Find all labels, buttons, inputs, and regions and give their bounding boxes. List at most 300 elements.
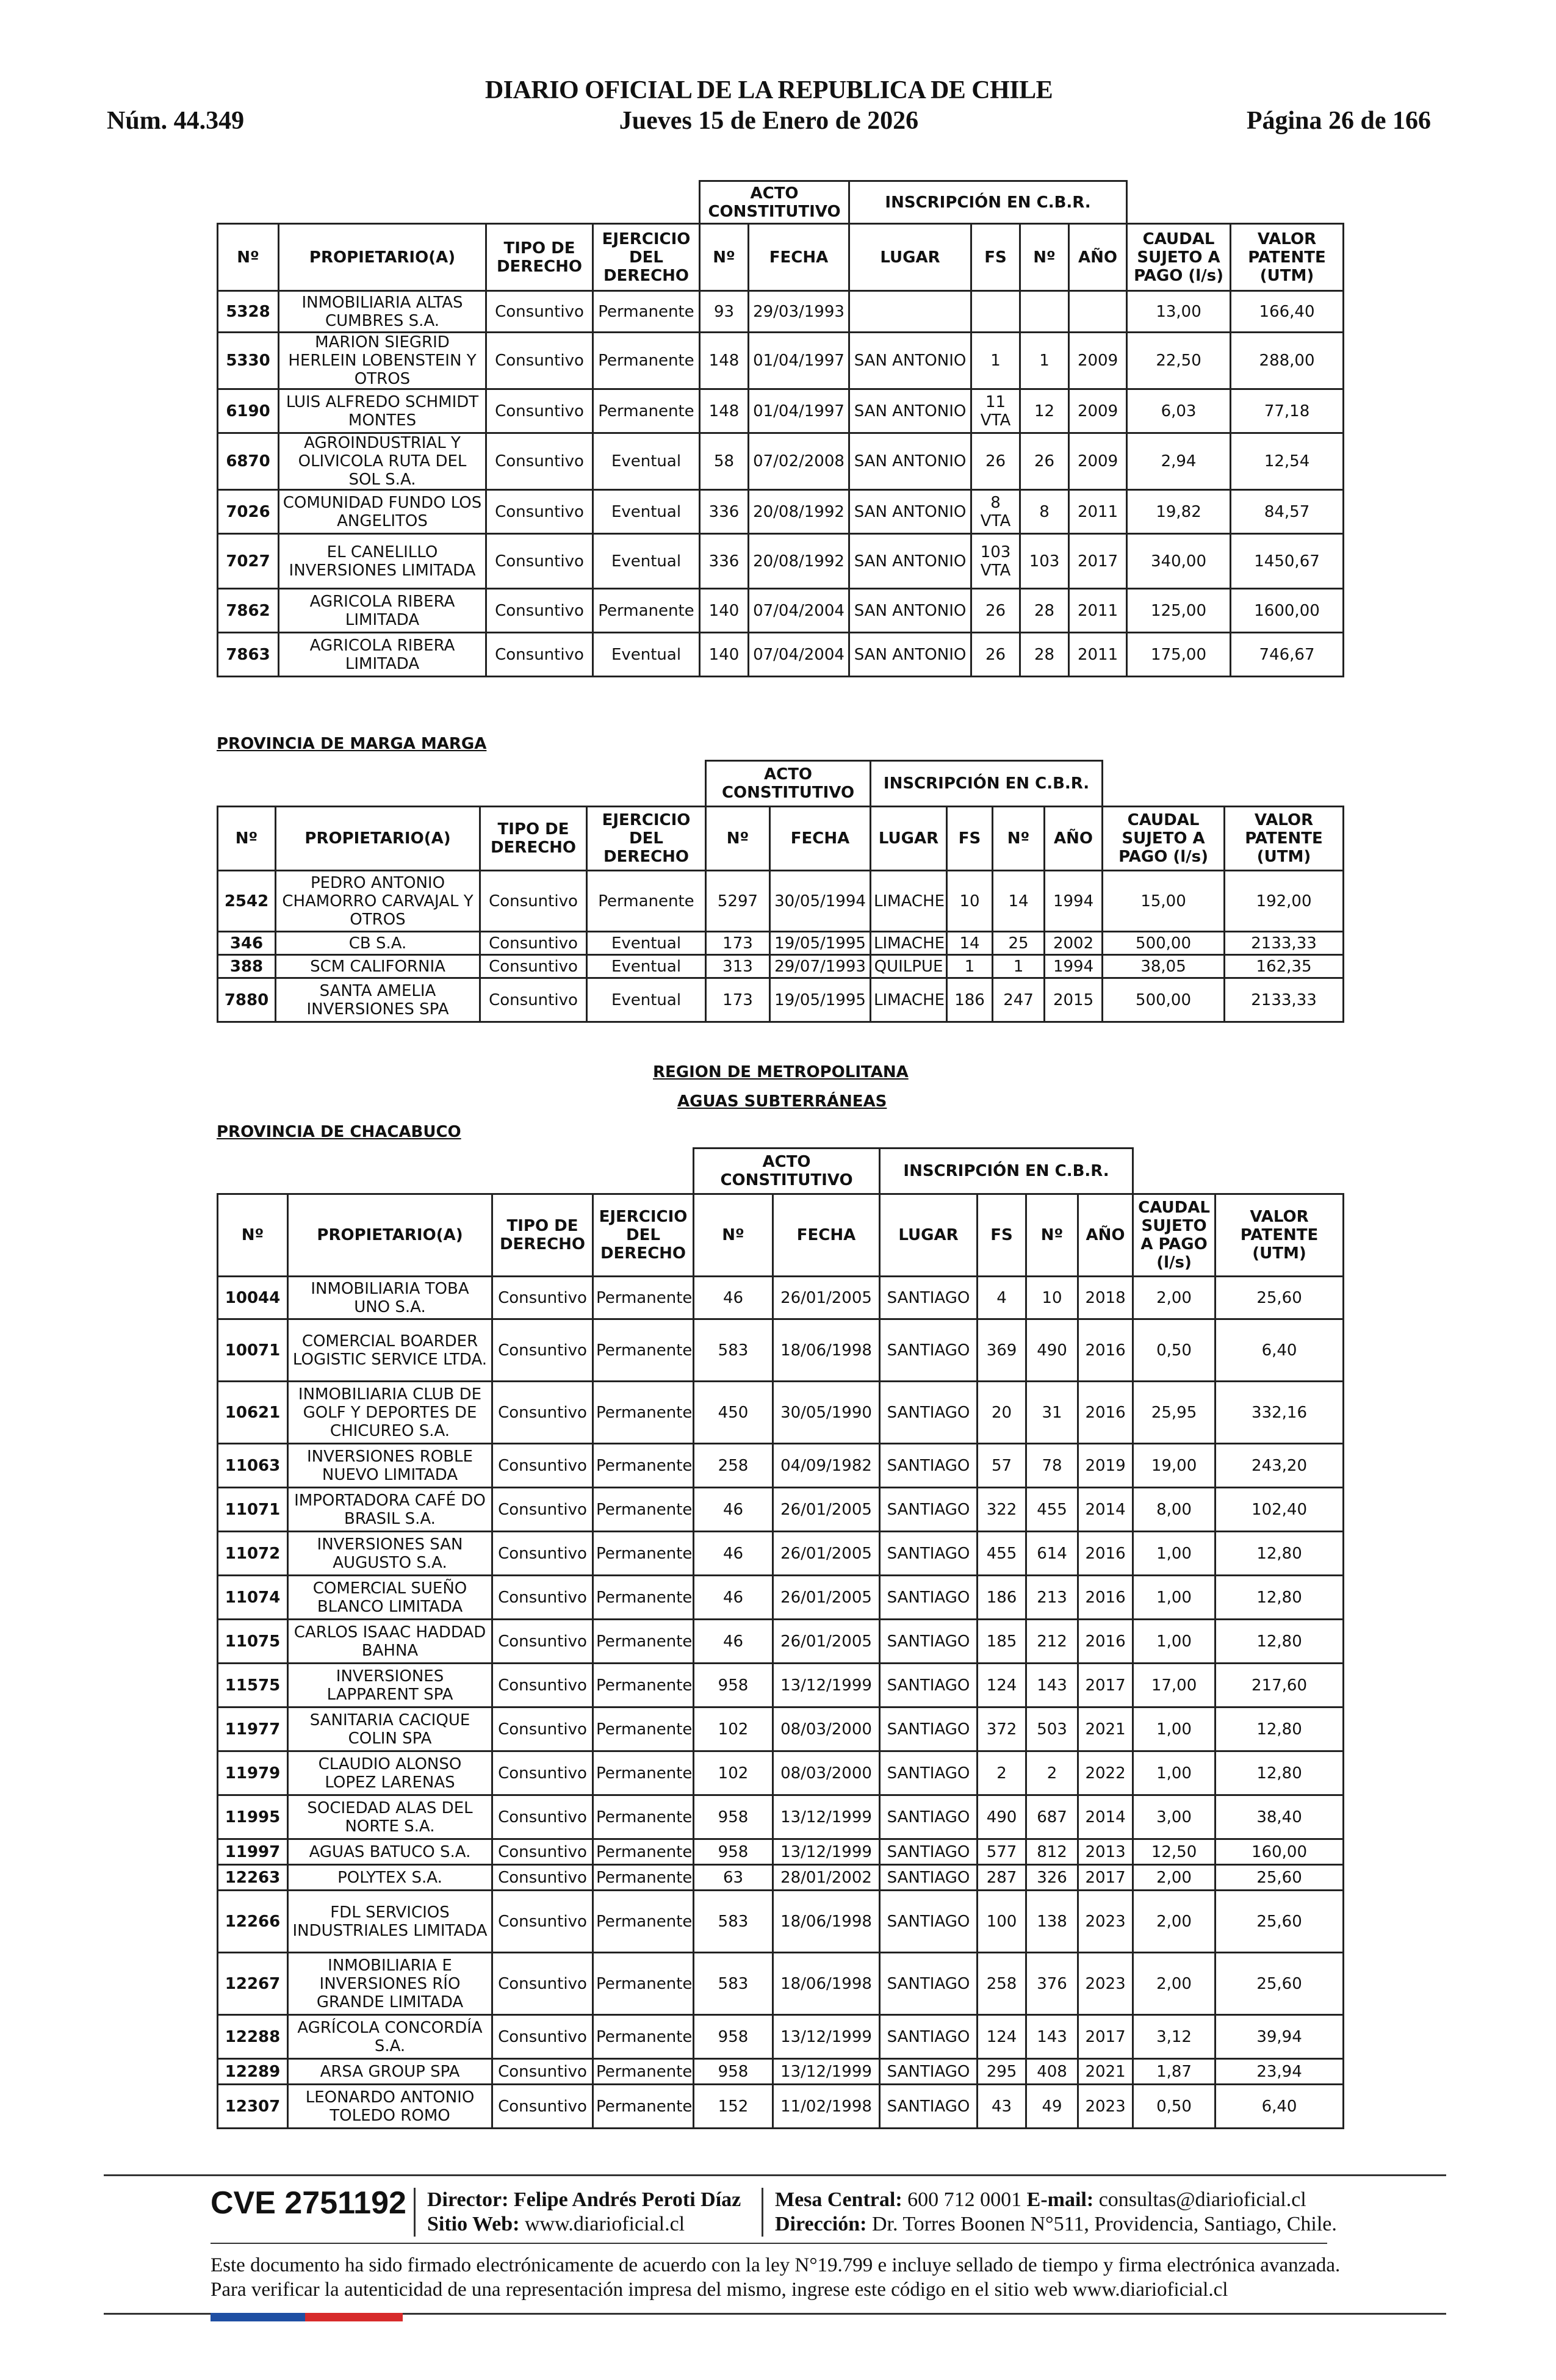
cell-inscripcion-numero: 503 — [1026, 1707, 1078, 1751]
cell-tipo-derecho: Consuntivo — [492, 1865, 593, 1891]
cell-lugar: SAN ANTONIO — [849, 333, 971, 389]
col-fecha: FECHA — [749, 224, 849, 291]
col-insc-n: Nº — [993, 807, 1045, 871]
cell-inscripcion-numero: 28 — [1020, 589, 1069, 633]
cell-caudal: 1,00 — [1133, 1707, 1216, 1751]
cell-fecha: 11/02/1998 — [773, 2085, 880, 2129]
cell-fs: 372 — [978, 1707, 1026, 1751]
cell-propietario: INVERSIONES LAPPARENT SPA — [288, 1664, 492, 1707]
cell-propietario: EL CANELILLO INVERSIONES LIMITADA — [279, 534, 486, 589]
cell-propietario: CLAUDIO ALONSO LOPEZ LARENAS — [288, 1751, 492, 1795]
cell-inscripcion-numero: 212 — [1026, 1620, 1078, 1664]
cell-numero: 11075 — [218, 1620, 288, 1664]
cell-inscripcion-numero: 49 — [1026, 2085, 1078, 2129]
cell-acto-numero: 313 — [706, 955, 770, 978]
cell-tipo-derecho: Consuntivo — [480, 871, 587, 932]
cell-acto-numero: 958 — [694, 1664, 773, 1707]
footer-rule-top — [104, 2174, 1446, 2176]
flag-stripe-red — [305, 2313, 403, 2321]
cell-lugar: SANTIAGO — [880, 1707, 978, 1751]
cell-fecha: 01/04/1997 — [749, 333, 849, 389]
cell-acto-numero: 583 — [694, 1891, 773, 1953]
cell-fs: 57 — [978, 1444, 1026, 1488]
cell-numero: 11072 — [218, 1532, 288, 1576]
cell-ejercicio: Permanente — [593, 333, 700, 389]
cell-propietario: SANITARIA CACIQUE COLIN SPA — [288, 1707, 492, 1751]
rights-table-2 — [217, 760, 1344, 1023]
cell-ejercicio: Eventual — [593, 490, 700, 534]
col-fecha: FECHA — [773, 1194, 880, 1277]
cell-propietario: SANTA AMELIA INVERSIONES SPA — [276, 978, 480, 1022]
cell-inscripcion-numero: 1 — [993, 955, 1045, 978]
table-row — [218, 1444, 1344, 1488]
cell-valor-patente: 12,80 — [1216, 1751, 1344, 1795]
cell-fecha: 29/07/1993 — [770, 955, 871, 978]
col-propietario: PROPIETARIO(A) — [276, 807, 480, 871]
cell-ejercicio: Permanente — [593, 1488, 694, 1532]
cell-tipo-derecho: Consuntivo — [486, 333, 593, 389]
cell-caudal: 12,50 — [1133, 1839, 1216, 1865]
cell-ejercicio: Permanente — [593, 1839, 694, 1865]
cell-fecha: 07/04/2004 — [749, 589, 849, 633]
cell-inscripcion-numero: 10 — [1026, 1277, 1078, 1319]
cell-numero: 11071 — [218, 1488, 288, 1532]
cell-tipo-derecho: Consuntivo — [492, 1319, 593, 1382]
cell-valor-patente: 12,80 — [1216, 1532, 1344, 1576]
cell-caudal: 2,00 — [1133, 1277, 1216, 1319]
cell-numero: 5330 — [218, 333, 279, 389]
cell-anio: 2018 — [1078, 1277, 1133, 1319]
cell-caudal: 13,00 — [1127, 291, 1231, 333]
cell-tipo-derecho: Consuntivo — [492, 1751, 593, 1795]
director-name: Felipe Andrés Peroti Díaz — [513, 2188, 741, 2211]
cell-valor-patente: 192,00 — [1225, 871, 1344, 932]
cell-fs: 124 — [978, 1664, 1026, 1707]
cell-tipo-derecho: Consuntivo — [480, 978, 587, 1022]
cell-caudal: 38,05 — [1103, 955, 1225, 978]
cell-ejercicio: Permanente — [593, 1953, 694, 2015]
cell-fs: 103 VTA — [971, 534, 1020, 589]
table-row — [218, 871, 1344, 932]
cell-fecha: 04/09/1982 — [773, 1444, 880, 1488]
cell-tipo-derecho: Consuntivo — [492, 2085, 593, 2129]
cell-numero: 7027 — [218, 534, 279, 589]
cell-valor-patente: 38,40 — [1216, 1795, 1344, 1839]
cell-acto-numero: 148 — [700, 333, 749, 389]
cell-acto-numero: 63 — [694, 1865, 773, 1891]
cell-lugar: LIMACHE — [871, 871, 947, 932]
cell-fs: 4 — [978, 1277, 1026, 1319]
col-lugar: LUGAR — [871, 807, 947, 871]
cell-lugar — [849, 291, 971, 333]
issue-number: Núm. 44.349 — [107, 107, 245, 135]
cell-caudal: 17,00 — [1133, 1664, 1216, 1707]
web-link[interactable]: www.diarioficial.cl — [524, 2213, 685, 2235]
cell-propietario: FDL SERVICIOS INDUSTRIALES LIMITADA — [288, 1891, 492, 1953]
cell-fs: 26 — [971, 433, 1020, 490]
cell-fs: 14 — [947, 932, 993, 955]
table-row — [218, 1953, 1344, 2015]
cell-inscripcion-numero: 247 — [993, 978, 1045, 1022]
table-row — [218, 2059, 1344, 2085]
cell-lugar: SAN ANTONIO — [849, 433, 971, 490]
cell-anio: 2023 — [1078, 1891, 1133, 1953]
cell-acto-numero: 93 — [700, 291, 749, 333]
cell-caudal: 15,00 — [1103, 871, 1225, 932]
cell-valor-patente: 12,80 — [1216, 1707, 1344, 1751]
col-acto-n: Nº — [700, 224, 749, 291]
cell-acto-numero: 140 — [700, 633, 749, 677]
table-row — [218, 1865, 1344, 1891]
cell-inscripcion-numero: 143 — [1026, 2015, 1078, 2059]
cell-fecha: 30/05/1994 — [770, 871, 871, 932]
cell-inscripcion-numero: 490 — [1026, 1319, 1078, 1382]
cell-numero: 12289 — [218, 2059, 288, 2085]
cell-tipo-derecho: Consuntivo — [492, 1891, 593, 1953]
cell-fecha: 26/01/2005 — [773, 1576, 880, 1620]
cell-lugar: SANTIAGO — [880, 2015, 978, 2059]
cell-numero: 10621 — [218, 1382, 288, 1444]
cell-propietario: LEONARDO ANTONIO TOLEDO ROMO — [288, 2085, 492, 2129]
cell-anio: 1994 — [1045, 871, 1103, 932]
col-acto-n: Nº — [706, 807, 770, 871]
cell-caudal: 1,00 — [1133, 1532, 1216, 1576]
cell-lugar: SANTIAGO — [880, 1444, 978, 1488]
cell-tipo-derecho: Consuntivo — [492, 1620, 593, 1664]
cell-acto-numero: 173 — [706, 978, 770, 1022]
cell-caudal: 8,00 — [1133, 1488, 1216, 1532]
cell-ejercicio: Permanente — [593, 2059, 694, 2085]
cell-lugar: SAN ANTONIO — [849, 490, 971, 534]
cell-propietario: SOCIEDAD ALAS DEL NORTE S.A. — [288, 1795, 492, 1839]
cell-lugar: SANTIAGO — [880, 1953, 978, 2015]
cell-ejercicio: Permanente — [593, 1664, 694, 1707]
cell-numero: 11063 — [218, 1444, 288, 1488]
cell-lugar: QUILPUE — [871, 955, 947, 978]
cell-acto-numero: 46 — [694, 1532, 773, 1576]
cell-numero: 7863 — [218, 633, 279, 677]
cell-anio: 2016 — [1078, 1319, 1133, 1382]
cell-fecha: 20/08/1992 — [749, 534, 849, 589]
cell-fecha: 26/01/2005 — [773, 1488, 880, 1532]
cell-fs: 322 — [978, 1488, 1026, 1532]
cell-lugar: SANTIAGO — [880, 1576, 978, 1620]
cell-propietario: COMERCIAL BOARDER LOGISTIC SERVICE LTDA. — [288, 1319, 492, 1382]
cell-tipo-derecho: Consuntivo — [486, 291, 593, 333]
email-link[interactable]: consultas@diarioficial.cl — [1098, 2188, 1306, 2211]
col-caudal: CAUDAL SUJETO A PAGO (l/s) — [1103, 807, 1225, 871]
cell-fs: 295 — [978, 2059, 1026, 2085]
cell-anio — [1069, 291, 1127, 333]
provincia-marga-marga: PROVINCIA DE MARGA MARGA — [217, 735, 487, 753]
cell-ejercicio: Permanente — [593, 1532, 694, 1576]
cell-fecha: 13/12/1999 — [773, 1839, 880, 1865]
cell-tipo-derecho: Consuntivo — [492, 1532, 593, 1576]
cell-ejercicio: Permanente — [593, 1707, 694, 1751]
cell-ejercicio: Permanente — [587, 871, 706, 932]
aguas-subterraneas: AGUAS SUBTERRÁNEAS — [677, 1092, 887, 1111]
footer-contact-block — [775, 2188, 1337, 2237]
cell-fecha: 13/12/1999 — [773, 1795, 880, 1839]
cell-acto-numero: 58 — [700, 433, 749, 490]
cell-ejercicio: Permanente — [593, 1319, 694, 1382]
cell-inscripcion-numero: 2 — [1026, 1751, 1078, 1795]
cell-acto-numero: 583 — [694, 1953, 773, 2015]
cell-valor-patente: 288,00 — [1231, 333, 1344, 389]
col-fs: FS — [978, 1194, 1026, 1277]
cell-ejercicio: Permanente — [593, 1865, 694, 1891]
cell-caudal: 2,00 — [1133, 1891, 1216, 1953]
cell-propietario: COMERCIAL SUEÑO BLANCO LIMITADA — [288, 1576, 492, 1620]
rights-table-1 — [217, 180, 1344, 677]
cell-tipo-derecho: Consuntivo — [480, 955, 587, 978]
cell-valor-patente: 102,40 — [1216, 1488, 1344, 1532]
cell-fs: 43 — [978, 2085, 1026, 2129]
col-fs: FS — [947, 807, 993, 871]
col-n: Nº — [218, 224, 279, 291]
cell-caudal: 340,00 — [1127, 534, 1231, 589]
cell-tipo-derecho: Consuntivo — [486, 534, 593, 589]
cell-acto-numero: 5297 — [706, 871, 770, 932]
col-anio: AÑO — [1069, 224, 1127, 291]
cell-fs — [971, 291, 1020, 333]
table-row — [218, 1664, 1344, 1707]
cell-anio: 2011 — [1069, 589, 1127, 633]
cell-fs: 11 VTA — [971, 389, 1020, 433]
cell-anio: 2013 — [1078, 1839, 1133, 1865]
col-caudal: CAUDAL SUJETO A PAGO (l/s) — [1133, 1194, 1216, 1277]
cell-inscripcion-numero: 8 — [1020, 490, 1069, 534]
cell-tipo-derecho: Consuntivo — [492, 1277, 593, 1319]
cell-anio: 2015 — [1045, 978, 1103, 1022]
cell-caudal: 6,03 — [1127, 389, 1231, 433]
cell-fs: 455 — [978, 1532, 1026, 1576]
cell-fs: 100 — [978, 1891, 1026, 1953]
col-fs: FS — [971, 224, 1020, 291]
cell-caudal: 1,87 — [1133, 2059, 1216, 2085]
cell-anio: 2002 — [1045, 932, 1103, 955]
cell-lugar: SANTIAGO — [880, 2085, 978, 2129]
table-row — [218, 1751, 1344, 1795]
table-row — [218, 1532, 1344, 1576]
page-header — [107, 73, 1431, 140]
cell-valor-patente: 25,60 — [1216, 1953, 1344, 2015]
inscripcion-header: INSCRIPCIÓN EN C.B.R. — [849, 181, 1127, 224]
cell-fecha: 13/12/1999 — [773, 1664, 880, 1707]
cell-ejercicio: Permanente — [593, 1576, 694, 1620]
cell-fs: 124 — [978, 2015, 1026, 2059]
cell-ejercicio: Eventual — [593, 633, 700, 677]
table-row — [218, 2085, 1344, 2129]
cell-caudal: 2,00 — [1133, 1953, 1216, 2015]
issue-date: Jueves 15 de Enero de 2026 — [619, 107, 919, 135]
cell-lugar: SAN ANTONIO — [849, 589, 971, 633]
cell-anio: 2014 — [1078, 1488, 1133, 1532]
cell-fs: 2 — [978, 1751, 1026, 1795]
cell-anio: 2014 — [1078, 1795, 1133, 1839]
inscripcion-header: INSCRIPCIÓN EN C.B.R. — [871, 761, 1103, 807]
cell-fecha: 26/01/2005 — [773, 1532, 880, 1576]
cell-inscripcion-numero — [1020, 291, 1069, 333]
cell-inscripcion-numero: 687 — [1026, 1795, 1078, 1839]
table-row — [218, 389, 1344, 433]
cell-anio: 2016 — [1078, 1576, 1133, 1620]
cell-inscripcion-numero: 12 — [1020, 389, 1069, 433]
cell-acto-numero: 258 — [694, 1444, 773, 1488]
cell-acto-numero: 102 — [694, 1707, 773, 1751]
col-anio: AÑO — [1045, 807, 1103, 871]
cell-numero: 346 — [218, 932, 276, 955]
cell-caudal: 19,82 — [1127, 490, 1231, 534]
cell-tipo-derecho: Consuntivo — [492, 2015, 593, 2059]
cell-ejercicio: Permanente — [593, 1795, 694, 1839]
cell-numero: 6870 — [218, 433, 279, 490]
cell-fs: 26 — [971, 633, 1020, 677]
cell-fs: 186 — [978, 1576, 1026, 1620]
cell-numero: 6190 — [218, 389, 279, 433]
cell-numero: 12263 — [218, 1865, 288, 1891]
cell-caudal: 500,00 — [1103, 978, 1225, 1022]
cell-tipo-derecho: Consuntivo — [486, 433, 593, 490]
cell-fs: 10 — [947, 871, 993, 932]
col-ejercicio: EJERCICIO DEL DERECHO — [587, 807, 706, 871]
table-row — [218, 633, 1344, 677]
cell-fecha: 30/05/1990 — [773, 1382, 880, 1444]
cell-valor-patente: 1600,00 — [1231, 589, 1344, 633]
cell-valor-patente: 25,60 — [1216, 1865, 1344, 1891]
cell-ejercicio: Permanente — [593, 1382, 694, 1444]
cell-valor-patente: 84,57 — [1231, 490, 1344, 534]
cell-caudal: 1,00 — [1133, 1576, 1216, 1620]
cell-propietario: AGUAS BATUCO S.A. — [288, 1839, 492, 1865]
table-row — [218, 1277, 1344, 1319]
cve-code: CVE 2751192 — [211, 2185, 406, 2221]
cell-acto-numero: 46 — [694, 1277, 773, 1319]
cell-numero: 7880 — [218, 978, 276, 1022]
cell-anio: 2023 — [1078, 1953, 1133, 2015]
cell-fecha: 29/03/1993 — [749, 291, 849, 333]
table-row — [218, 589, 1344, 633]
cell-numero: 11074 — [218, 1576, 288, 1620]
cell-ejercicio: Eventual — [587, 955, 706, 978]
email-label: E-mail: — [1026, 2188, 1094, 2211]
cell-anio: 2009 — [1069, 433, 1127, 490]
cell-anio: 2022 — [1078, 1751, 1133, 1795]
cell-valor-patente: 1450,67 — [1231, 534, 1344, 589]
cell-lugar: SANTIAGO — [880, 2059, 978, 2085]
cell-tipo-derecho: Consuntivo — [480, 932, 587, 955]
col-insc-n: Nº — [1020, 224, 1069, 291]
cell-lugar: SANTIAGO — [880, 1751, 978, 1795]
col-ejercicio: EJERCICIO DEL DERECHO — [593, 224, 700, 291]
table-row — [218, 333, 1344, 389]
cell-caudal: 0,50 — [1133, 2085, 1216, 2129]
acto-header: ACTO CONSTITUTIVO — [700, 181, 849, 224]
cell-ejercicio: Permanente — [593, 1620, 694, 1664]
cell-valor-patente: 243,20 — [1216, 1444, 1344, 1488]
cell-valor-patente: 77,18 — [1231, 389, 1344, 433]
cell-fecha: 13/12/1999 — [773, 2059, 880, 2085]
col-lugar: LUGAR — [849, 224, 971, 291]
cell-ejercicio: Permanente — [593, 2015, 694, 2059]
cell-lugar: SAN ANTONIO — [849, 389, 971, 433]
cell-propietario: INVERSIONES ROBLE NUEVO LIMITADA — [288, 1444, 492, 1488]
cell-ejercicio: Permanente — [593, 1277, 694, 1319]
cell-valor-patente: 6,40 — [1216, 1319, 1344, 1382]
cell-valor-patente: 166,40 — [1231, 291, 1344, 333]
cell-fecha: 08/03/2000 — [773, 1707, 880, 1751]
cell-fecha: 26/01/2005 — [773, 1620, 880, 1664]
cell-ejercicio: Permanente — [593, 1444, 694, 1488]
cell-numero: 10071 — [218, 1319, 288, 1382]
acto-header: ACTO CONSTITUTIVO — [706, 761, 871, 807]
cell-fs: 1 — [947, 955, 993, 978]
cell-fecha: 26/01/2005 — [773, 1277, 880, 1319]
cell-valor-patente: 25,60 — [1216, 1277, 1344, 1319]
director-label: Director: — [427, 2188, 509, 2211]
cell-inscripcion-numero: 408 — [1026, 2059, 1078, 2085]
cell-numero: 11997 — [218, 1839, 288, 1865]
col-lugar: LUGAR — [880, 1194, 978, 1277]
cell-anio: 2021 — [1078, 1707, 1133, 1751]
direccion-value: Dr. Torres Boonen N°511, Providencia, Santiago, Chile. — [871, 2213, 1337, 2235]
cell-inscripcion-numero: 78 — [1026, 1444, 1078, 1488]
cell-fs: 8 VTA — [971, 490, 1020, 534]
cell-inscripcion-numero: 103 — [1020, 534, 1069, 589]
table-row — [218, 490, 1344, 534]
col-n: Nº — [218, 1194, 288, 1277]
cell-lugar: LIMACHE — [871, 932, 947, 955]
cell-anio: 2021 — [1078, 2059, 1133, 2085]
cell-propietario: INVERSIONES SAN AUGUSTO S.A. — [288, 1532, 492, 1576]
cell-fecha: 28/01/2002 — [773, 1865, 880, 1891]
cell-valor-patente: 746,67 — [1231, 633, 1344, 677]
cell-numero: 12307 — [218, 2085, 288, 2129]
cell-anio: 2017 — [1078, 1865, 1133, 1891]
acto-header: ACTO CONSTITUTIVO — [694, 1149, 880, 1194]
col-propietario: PROPIETARIO(A) — [288, 1194, 492, 1277]
table-row — [218, 1319, 1344, 1382]
rights-table-3 — [217, 1147, 1344, 2129]
col-fecha: FECHA — [770, 807, 871, 871]
cell-valor-patente: 12,54 — [1231, 433, 1344, 490]
cell-inscripcion-numero: 138 — [1026, 1891, 1078, 1953]
cell-acto-numero: 336 — [700, 490, 749, 534]
cell-acto-numero: 152 — [694, 2085, 773, 2129]
cell-tipo-derecho: Consuntivo — [492, 1795, 593, 1839]
col-acto-n: Nº — [694, 1194, 773, 1277]
cell-ejercicio: Permanente — [593, 1751, 694, 1795]
table-row — [218, 1839, 1344, 1865]
cell-inscripcion-numero: 25 — [993, 932, 1045, 955]
cell-valor-patente: 162,35 — [1225, 955, 1344, 978]
cell-anio: 2016 — [1078, 1532, 1133, 1576]
col-valor: VALOR PATENTE (UTM) — [1225, 807, 1344, 871]
cell-caudal: 25,95 — [1133, 1382, 1216, 1444]
table-row — [218, 932, 1344, 955]
cell-fecha: 01/04/1997 — [749, 389, 849, 433]
table-row — [218, 1795, 1344, 1839]
cell-caudal: 500,00 — [1103, 932, 1225, 955]
cell-anio: 2011 — [1069, 633, 1127, 677]
cell-numero: 11977 — [218, 1707, 288, 1751]
cell-numero: 7862 — [218, 589, 279, 633]
cell-caudal: 19,00 — [1133, 1444, 1216, 1488]
cell-anio: 2017 — [1078, 1664, 1133, 1707]
cell-acto-numero: 958 — [694, 2059, 773, 2085]
cell-ejercicio: Permanente — [593, 1891, 694, 1953]
cell-valor-patente: 332,16 — [1216, 1382, 1344, 1444]
